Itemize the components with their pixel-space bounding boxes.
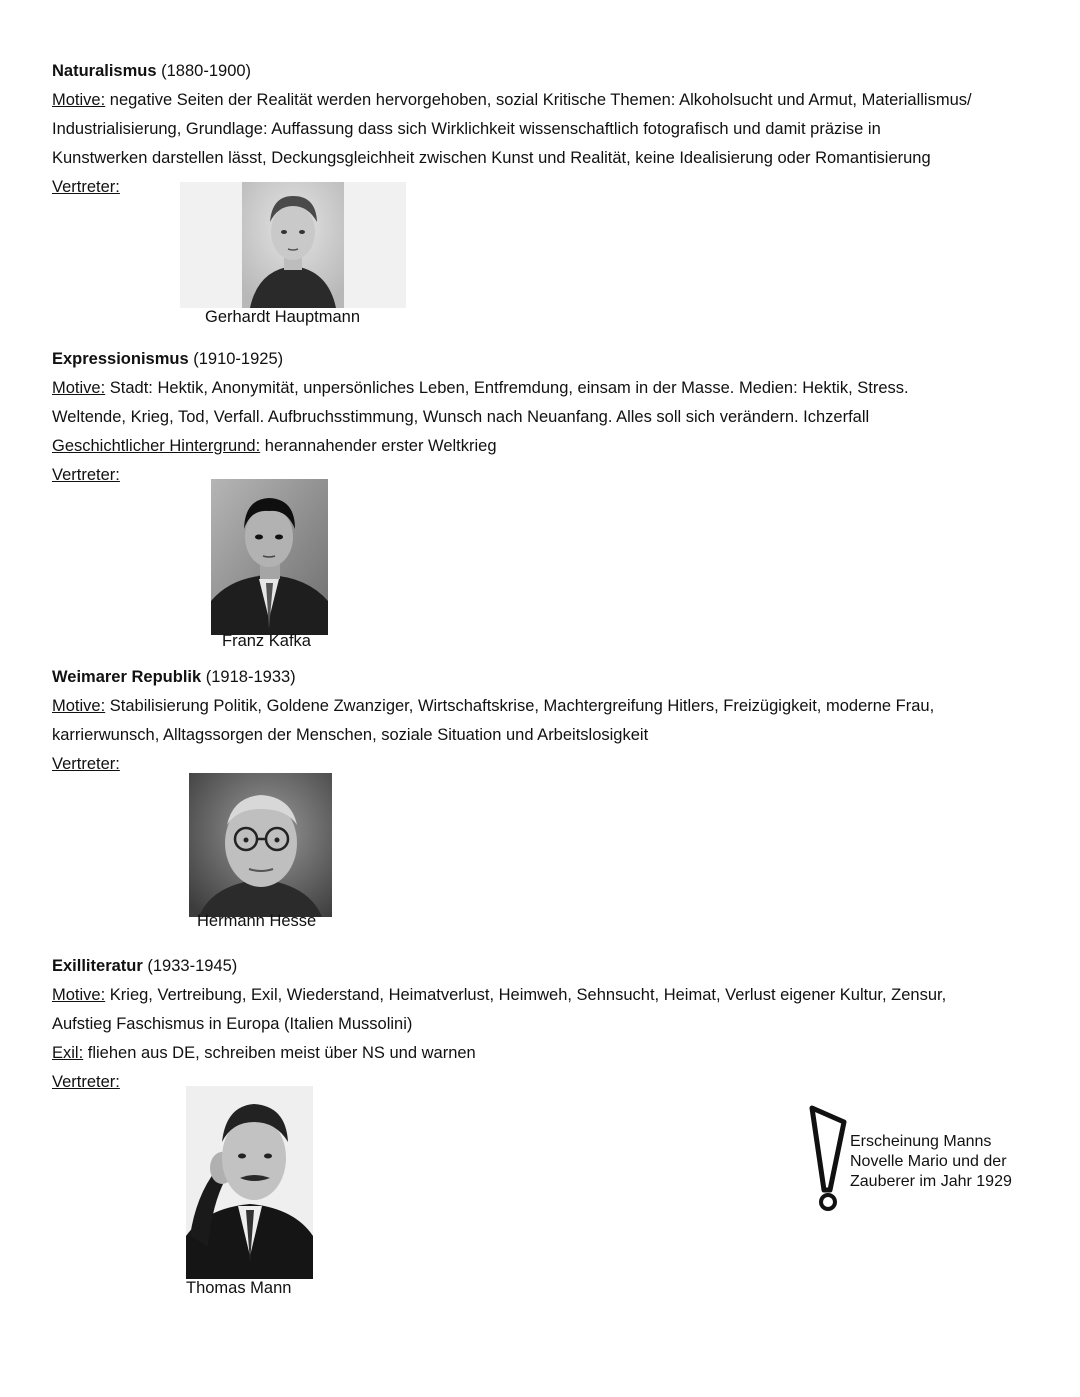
motive-label: Motive: (52, 379, 106, 397)
exil-text: fliehen aus DE, schreiben meist über NS und warnen (87, 1044, 476, 1062)
vertreter-label: Vertreter: (52, 755, 120, 773)
motive-line: Aufstieg Faschismus in Europa (Italien Mussolini) (52, 1015, 413, 1033)
motive-label: Motive: (52, 697, 106, 715)
vertreter-label: Vertreter: (52, 466, 120, 484)
motive-label: Motive: (52, 91, 106, 109)
motive-text: Stabilisierung Politik, Goldene Zwanziger, Wirtschaftskrise, Machtergreifung Hitlers, Freizügigkeit, moderne Frau, (109, 697, 935, 715)
section-title: Expressionismus (52, 350, 189, 368)
section-years: (1880-1900) (161, 62, 252, 80)
motive-line (52, 377, 909, 399)
motive-text: negative Seiten der Realität werden hervorgehoben, sozial Kritische Themen: Alkoholsucht und Armut, Materiallismus/ (109, 91, 972, 109)
exil-label: Exil: (52, 1044, 84, 1062)
author-caption: Hermann Hesse (197, 912, 317, 930)
motive-text: Stadt: Hektik, Anonymität, unpersönliches Leben, Entfremdung, einsam in der Masse. Medien: Hektik, Stress. (109, 379, 909, 397)
exil-line (52, 1042, 476, 1064)
author-caption: Thomas Mann (186, 1279, 292, 1297)
hintergrund-line (52, 435, 497, 457)
section-weimarer-heading (52, 666, 296, 688)
note-line: Zauberer im Jahr 1929 (850, 1173, 1012, 1190)
motive-line: Weltende, Krieg, Tod, Verfall. Aufbruchsstimmung, Wunsch nach Neuanfang. Alles soll sich verändern. Ichzerfall (52, 408, 870, 426)
section-expressionismus-heading (52, 348, 283, 370)
section-title: Naturalismus (52, 62, 157, 80)
section-exilliteratur-heading (52, 955, 237, 977)
portrait-hauptmann (180, 182, 406, 308)
motive-line: karrierwunsch, Alltagssorgen der Menschen, soziale Situation und Arbeitslosigkeit (52, 726, 649, 744)
section-years: (1910-1925) (193, 350, 284, 368)
motive-line: Industrialisierung, Grundlage: Auffassung dass sich Wirklichkeit wissenschaftlich fotografisch und damit präzise in (52, 120, 881, 138)
portrait-hesse (189, 773, 332, 917)
hintergrund-label: Geschichtlicher Hintergrund: (52, 437, 261, 455)
motive-line (52, 89, 972, 111)
portrait-kafka (211, 479, 328, 635)
motive-line (52, 695, 934, 717)
vertreter-label: Vertreter: (52, 178, 120, 196)
portrait-mann (186, 1086, 313, 1279)
author-caption: Gerhardt Hauptmann (205, 308, 361, 326)
motive-text: Krieg, Vertreibung, Exil, Wiederstand, Heimatverlust, Heimweh, Sehnsucht, Heimat, Verlust eigener Kultur, Zensur, (109, 986, 947, 1004)
section-years: (1933-1945) (147, 957, 238, 975)
author-caption: Franz Kafka (222, 632, 311, 650)
note-line: Novelle Mario und der (850, 1153, 1007, 1170)
hintergrund-text: herannahender erster Weltkrieg (264, 437, 497, 455)
note-text (850, 1132, 1012, 1192)
section-title: Exilliteratur (52, 957, 143, 975)
note-line: Erscheinung Manns (850, 1133, 992, 1150)
exclamation-icon (806, 1104, 850, 1216)
motive-line: Kunstwerken darstellen lässt, Deckungsgleichheit zwischen Kunst und Realität, keine Idealisierung oder Romantisierung (52, 149, 931, 167)
motive-label: Motive: (52, 986, 106, 1004)
section-title: Weimarer Republik (52, 668, 202, 686)
vertreter-label: Vertreter: (52, 1073, 120, 1091)
section-years: (1918-1933) (205, 668, 296, 686)
section-naturalismus-heading (52, 60, 251, 82)
motive-line (52, 984, 946, 1006)
